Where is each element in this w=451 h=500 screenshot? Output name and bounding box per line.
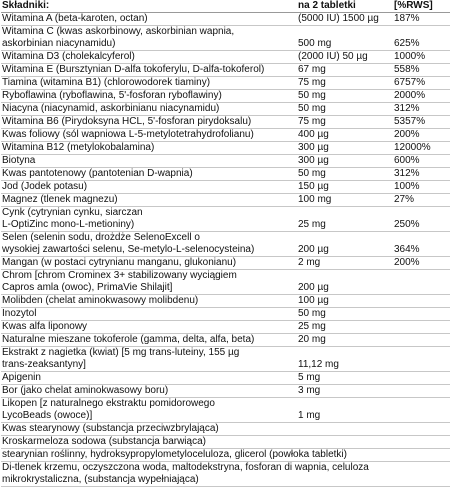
ingredient-amount: 25 mg	[296, 321, 388, 334]
ingredient-rws: 250%	[388, 207, 450, 232]
table-row	[1, 142, 450, 155]
ingredient-rws: 558%	[388, 64, 450, 77]
ingredient-name: Selen (selenin sodu, drożdże SelenoExcell o wysokiej zawartości selenu, Se-metylo-L-selenocysteina)	[1, 232, 296, 257]
table-row	[1, 207, 450, 232]
ingredient-amount: (5000 IU) 1500 µg	[296, 13, 388, 26]
table-row	[1, 385, 450, 398]
ingredients-table	[1, 0, 450, 487]
ingredient-amount: 75 mg	[296, 77, 388, 90]
excipient-text: Kroskarmeloza sodowa (substancja barwiąca)	[1, 436, 450, 449]
ingredient-name: Mangan (w postaci cytrynianu manganu, glukonianu)	[1, 257, 296, 270]
table-row	[1, 347, 450, 372]
excipient-text: stearynian roślinny, hydroksypropylometyloceluloza, glicerol (powłoka tabletki)	[1, 449, 450, 462]
ingredient-rws: 312%	[388, 103, 450, 116]
ingredient-name: Witamina B12 (metylokobalamina)	[1, 142, 296, 155]
ingredient-name: Witamina E (Bursztynian D-alfa tokoferylu, D-alfa-tokoferol)	[1, 64, 296, 77]
table-row	[1, 181, 450, 194]
header-rws: [%RWS]	[388, 0, 450, 13]
ingredient-name: Kwas foliowy (sól wapniowa L-5-metylotetrahydrofolianu)	[1, 129, 296, 142]
ingredient-name: Tiamina (witamina B1) (chlorowodorek tiaminy)	[1, 77, 296, 90]
table-row-excipient	[1, 449, 450, 462]
table-row	[1, 103, 450, 116]
ingredient-name: Ryboflawina (ryboflawina, 5'-fosforan ryboflawiny)	[1, 90, 296, 103]
header-ingredients: Składniki:	[1, 0, 296, 13]
ingredient-amount: 67 mg	[296, 64, 388, 77]
ingredient-amount: 75 mg	[296, 116, 388, 129]
table-row	[1, 295, 450, 308]
table-row	[1, 51, 450, 64]
ingredient-name: Chrom [chrom Crominex 3+ stabilizowany wyciągiem Capros amla (owoc), PrimaVie Shilajit]	[1, 270, 296, 295]
ingredient-rws: 27%	[388, 194, 450, 207]
ingredient-name: Magnez (tlenek magnezu)	[1, 194, 296, 207]
ingredient-name: Kwas pantotenowy (pantotenian D-wapnia)	[1, 168, 296, 181]
table-row	[1, 26, 450, 51]
ingredient-name: Witamina B6 (Pirydoksyna HCL, 5'-fosforan pirydoksalu)	[1, 116, 296, 129]
table-row	[1, 257, 450, 270]
ingredient-name: Jod (Jodek potasu)	[1, 181, 296, 194]
table-row	[1, 334, 450, 347]
ingredient-rws: 6757%	[388, 77, 450, 90]
ingredient-rws: 5357%	[388, 116, 450, 129]
ingredient-rws	[388, 347, 450, 372]
ingredient-amount: 400 µg	[296, 129, 388, 142]
table-row	[1, 372, 450, 385]
table-row	[1, 116, 450, 129]
ingredient-name: Naturalne mieszane tokoferole (gamma, delta, alfa, beta)	[1, 334, 296, 347]
ingredient-rws	[388, 385, 450, 398]
table-row	[1, 64, 450, 77]
ingredient-rws: 187%	[388, 13, 450, 26]
ingredient-rws: 625%	[388, 26, 450, 51]
ingredient-name: Witamina C (kwas askorbinowy, askorbinian wapnia, askorbinian niacynamidu)	[1, 26, 296, 51]
ingredient-rws	[388, 295, 450, 308]
table-row-excipient	[1, 436, 450, 449]
excipient-text: Kwas stearynowy (substancja przeciwzbrylająca)	[1, 423, 450, 436]
ingredient-name: Cynk (cytrynian cynku, siarczan L-OptiZinc mono-L-metioniny)	[1, 207, 296, 232]
excipient-text: Di-tlenek krzemu, oczyszczona woda, maltodekstryna, fosforan di wapnia, celuloza mikrokrystaliczna, (substancja wypełniająca)	[1, 462, 450, 487]
ingredient-amount: 11,12 mg	[296, 347, 388, 372]
table-row	[1, 13, 450, 26]
ingredient-amount: 200 µg	[296, 232, 388, 257]
ingredient-amount: 5 mg	[296, 372, 388, 385]
ingredient-amount: 100 µg	[296, 295, 388, 308]
ingredient-amount: 200 µg	[296, 270, 388, 295]
ingredient-amount: 50 mg	[296, 90, 388, 103]
ingredient-name: Inozytol	[1, 308, 296, 321]
header-amount: na 2 tabletki	[296, 0, 388, 13]
ingredient-amount: 1 mg	[296, 398, 388, 423]
ingredient-amount: 50 mg	[296, 168, 388, 181]
ingredient-amount: 50 mg	[296, 103, 388, 116]
ingredient-amount: 25 mg	[296, 207, 388, 232]
ingredient-name: Likopen [z naturalnego ekstraktu pomidorowego LycoBeads (owoce)]	[1, 398, 296, 423]
table-row	[1, 270, 450, 295]
ingredient-amount: (2000 IU) 50 µg	[296, 51, 388, 64]
table-row	[1, 168, 450, 181]
ingredient-rws: 2000%	[388, 90, 450, 103]
ingredient-name: Witamina D3 (cholekalcyferol)	[1, 51, 296, 64]
table-header-row	[1, 0, 450, 13]
ingredient-amount: 500 mg	[296, 26, 388, 51]
ingredient-name: Witamina A (beta-karoten, octan)	[1, 13, 296, 26]
ingredient-rws	[388, 308, 450, 321]
ingredient-rws: 364%	[388, 232, 450, 257]
ingredient-name: Apigenin	[1, 372, 296, 385]
table-row-excipient	[1, 423, 450, 436]
ingredient-amount: 150 µg	[296, 181, 388, 194]
ingredient-amount: 300 µg	[296, 142, 388, 155]
ingredient-rws: 200%	[388, 129, 450, 142]
ingredient-amount: 2 mg	[296, 257, 388, 270]
ingredient-name: Niacyna (niacynamid, askorbinianu niacynamidu)	[1, 103, 296, 116]
ingredient-rws	[388, 270, 450, 295]
table-row	[1, 77, 450, 90]
ingredient-name: Biotyna	[1, 155, 296, 168]
ingredients-table-body	[1, 0, 450, 487]
ingredient-rws: 1000%	[388, 51, 450, 64]
ingredient-rws: 100%	[388, 181, 450, 194]
table-row	[1, 90, 450, 103]
ingredient-rws: 600%	[388, 155, 450, 168]
table-row-excipient	[1, 462, 450, 487]
ingredient-name: Molibden (chelat aminokwasowy molibdenu)	[1, 295, 296, 308]
table-row	[1, 129, 450, 142]
ingredient-amount: 50 mg	[296, 308, 388, 321]
table-row	[1, 398, 450, 423]
ingredient-amount: 300 µg	[296, 155, 388, 168]
ingredient-rws: 200%	[388, 257, 450, 270]
table-row	[1, 308, 450, 321]
ingredient-amount: 20 mg	[296, 334, 388, 347]
ingredient-rws	[388, 398, 450, 423]
ingredient-name: Bor (jako chelat aminokwasowy boru)	[1, 385, 296, 398]
table-row	[1, 321, 450, 334]
ingredient-rws	[388, 334, 450, 347]
ingredient-name: Kwas alfa liponowy	[1, 321, 296, 334]
ingredient-amount: 3 mg	[296, 385, 388, 398]
ingredient-amount: 100 mg	[296, 194, 388, 207]
ingredient-rws	[388, 372, 450, 385]
ingredient-rws: 12000%	[388, 142, 450, 155]
table-row	[1, 232, 450, 257]
ingredient-name: Ekstrakt z nagietka (kwiat) [5 mg trans-luteiny, 155 µg trans-zeaksantyny]	[1, 347, 296, 372]
ingredient-rws: 312%	[388, 168, 450, 181]
ingredient-rws	[388, 321, 450, 334]
table-row	[1, 194, 450, 207]
table-row	[1, 155, 450, 168]
